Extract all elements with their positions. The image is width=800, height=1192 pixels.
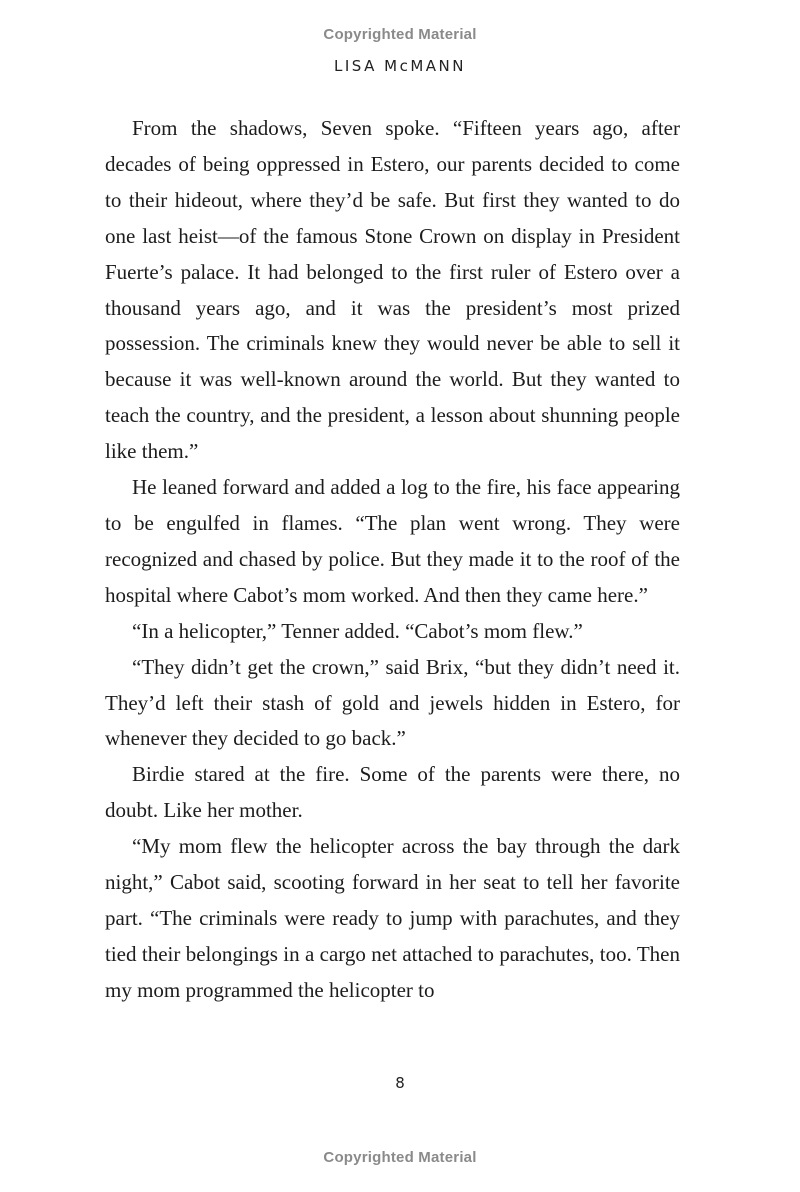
copyright-watermark-bottom: Copyrighted Material <box>323 1149 477 1166</box>
paragraph: “My mom flew the helicopter across the bay through the dark night,” Cabot said, scooting forward in her seat to tell her favorite part. “The criminals were ready to jump with parachutes, and they tied their belongings in a cargo net attached to parachutes, too. Then my mom programmed the helicopter to <box>105 834 680 1002</box>
paragraph: He leaned forward and added a log to the fire, his face appearing to be engulfed in flames. “The plan went wrong. They were recognized and chased by police. But they made it to the roof of the hospital where Cabot’s mom worked. And then they came here.” <box>105 475 680 607</box>
running-header-author: LISA McMANN <box>334 57 466 75</box>
paragraph: “They didn’t get the crown,” said Brix, “but they didn’t need it. They’d left their stash of gold and jewels hidden in Estero, for whenever they decided to go back.” <box>105 654 680 751</box>
paragraph: From the shadows, Seven spoke. “Fifteen years ago, after decades of being oppressed in Estero, our parents decided to come to their hideout, where they’d be safe. But first they wanted to do one last heist—of the famous Stone Crown on display in President Fuerte’s palace. It had belonged to the first ruler of Estero over a thousand years ago, and it was the president’s most prized possession. The criminals knew they would never be able to sell it because it was well-known around the world. But they wanted to teach the country, and the president, a lesson about shunning people like them.” <box>105 116 680 464</box>
page-number: 8 <box>395 1074 405 1092</box>
page-body <box>105 111 680 1009</box>
paragraph: “In a helicopter,” Tenner added. “Cabot’s mom flew.” <box>132 618 583 643</box>
copyright-watermark-top: Copyrighted Material <box>323 26 477 43</box>
paragraph: Birdie stared at the fire. Some of the parents were there, no doubt. Like her mother. <box>105 762 680 823</box>
